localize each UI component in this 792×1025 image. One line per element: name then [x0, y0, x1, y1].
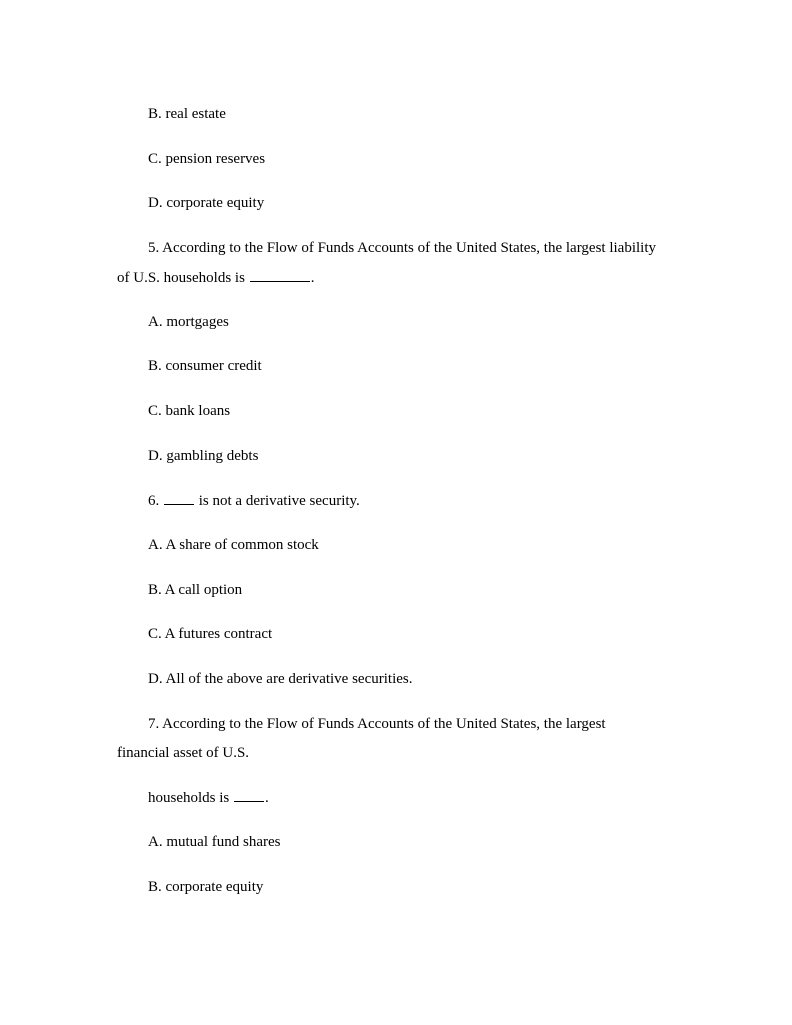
- q6-option-a: A. A share of common stock: [148, 537, 319, 553]
- q7-option-b: B. corporate equity: [148, 879, 264, 895]
- q7-option-a: A. mutual fund shares: [148, 834, 281, 850]
- q5-stem-line2: [117, 268, 314, 287]
- q4-option-b: B. real estate: [148, 106, 226, 122]
- q6-stem-number: 6.: [148, 493, 163, 509]
- q5-stem-punct: .: [310, 270, 315, 286]
- q7-stem-line3: [148, 788, 269, 807]
- q6-option-d: D. All of the above are derivative securities.: [148, 671, 413, 687]
- q4-option-d: D. corporate equity: [148, 195, 265, 211]
- answer-blank: [250, 268, 310, 282]
- answer-blank: [164, 491, 194, 505]
- q5-option-a: A. mortgages: [148, 314, 229, 330]
- answer-blank: [234, 788, 264, 802]
- q6-stem-text: is not a derivative security.: [195, 493, 360, 509]
- q7-stem-line1: 7. According to the Flow of Funds Accounts of the United States, the largest: [148, 716, 606, 732]
- q7-stem-line2: financial asset of U.S.: [117, 745, 250, 761]
- q6-option-c: C. A futures contract: [148, 626, 273, 642]
- q5-option-b: B. consumer credit: [148, 358, 262, 374]
- q5-stem-text: of U.S. households is: [117, 270, 249, 286]
- q4-option-c: C. pension reserves: [148, 151, 266, 167]
- q6-option-b: B. A call option: [148, 582, 243, 598]
- q6-stem: [148, 491, 360, 510]
- q7-stem-punct: .: [265, 790, 269, 806]
- q5-option-d: D. gambling debts: [148, 448, 259, 464]
- q5-option-c: C. bank loans: [148, 403, 231, 419]
- q7-stem-text: households is: [148, 790, 234, 806]
- q5-stem-line1: 5. According to the Flow of Funds Accounts of the United States, the largest liability: [148, 240, 656, 256]
